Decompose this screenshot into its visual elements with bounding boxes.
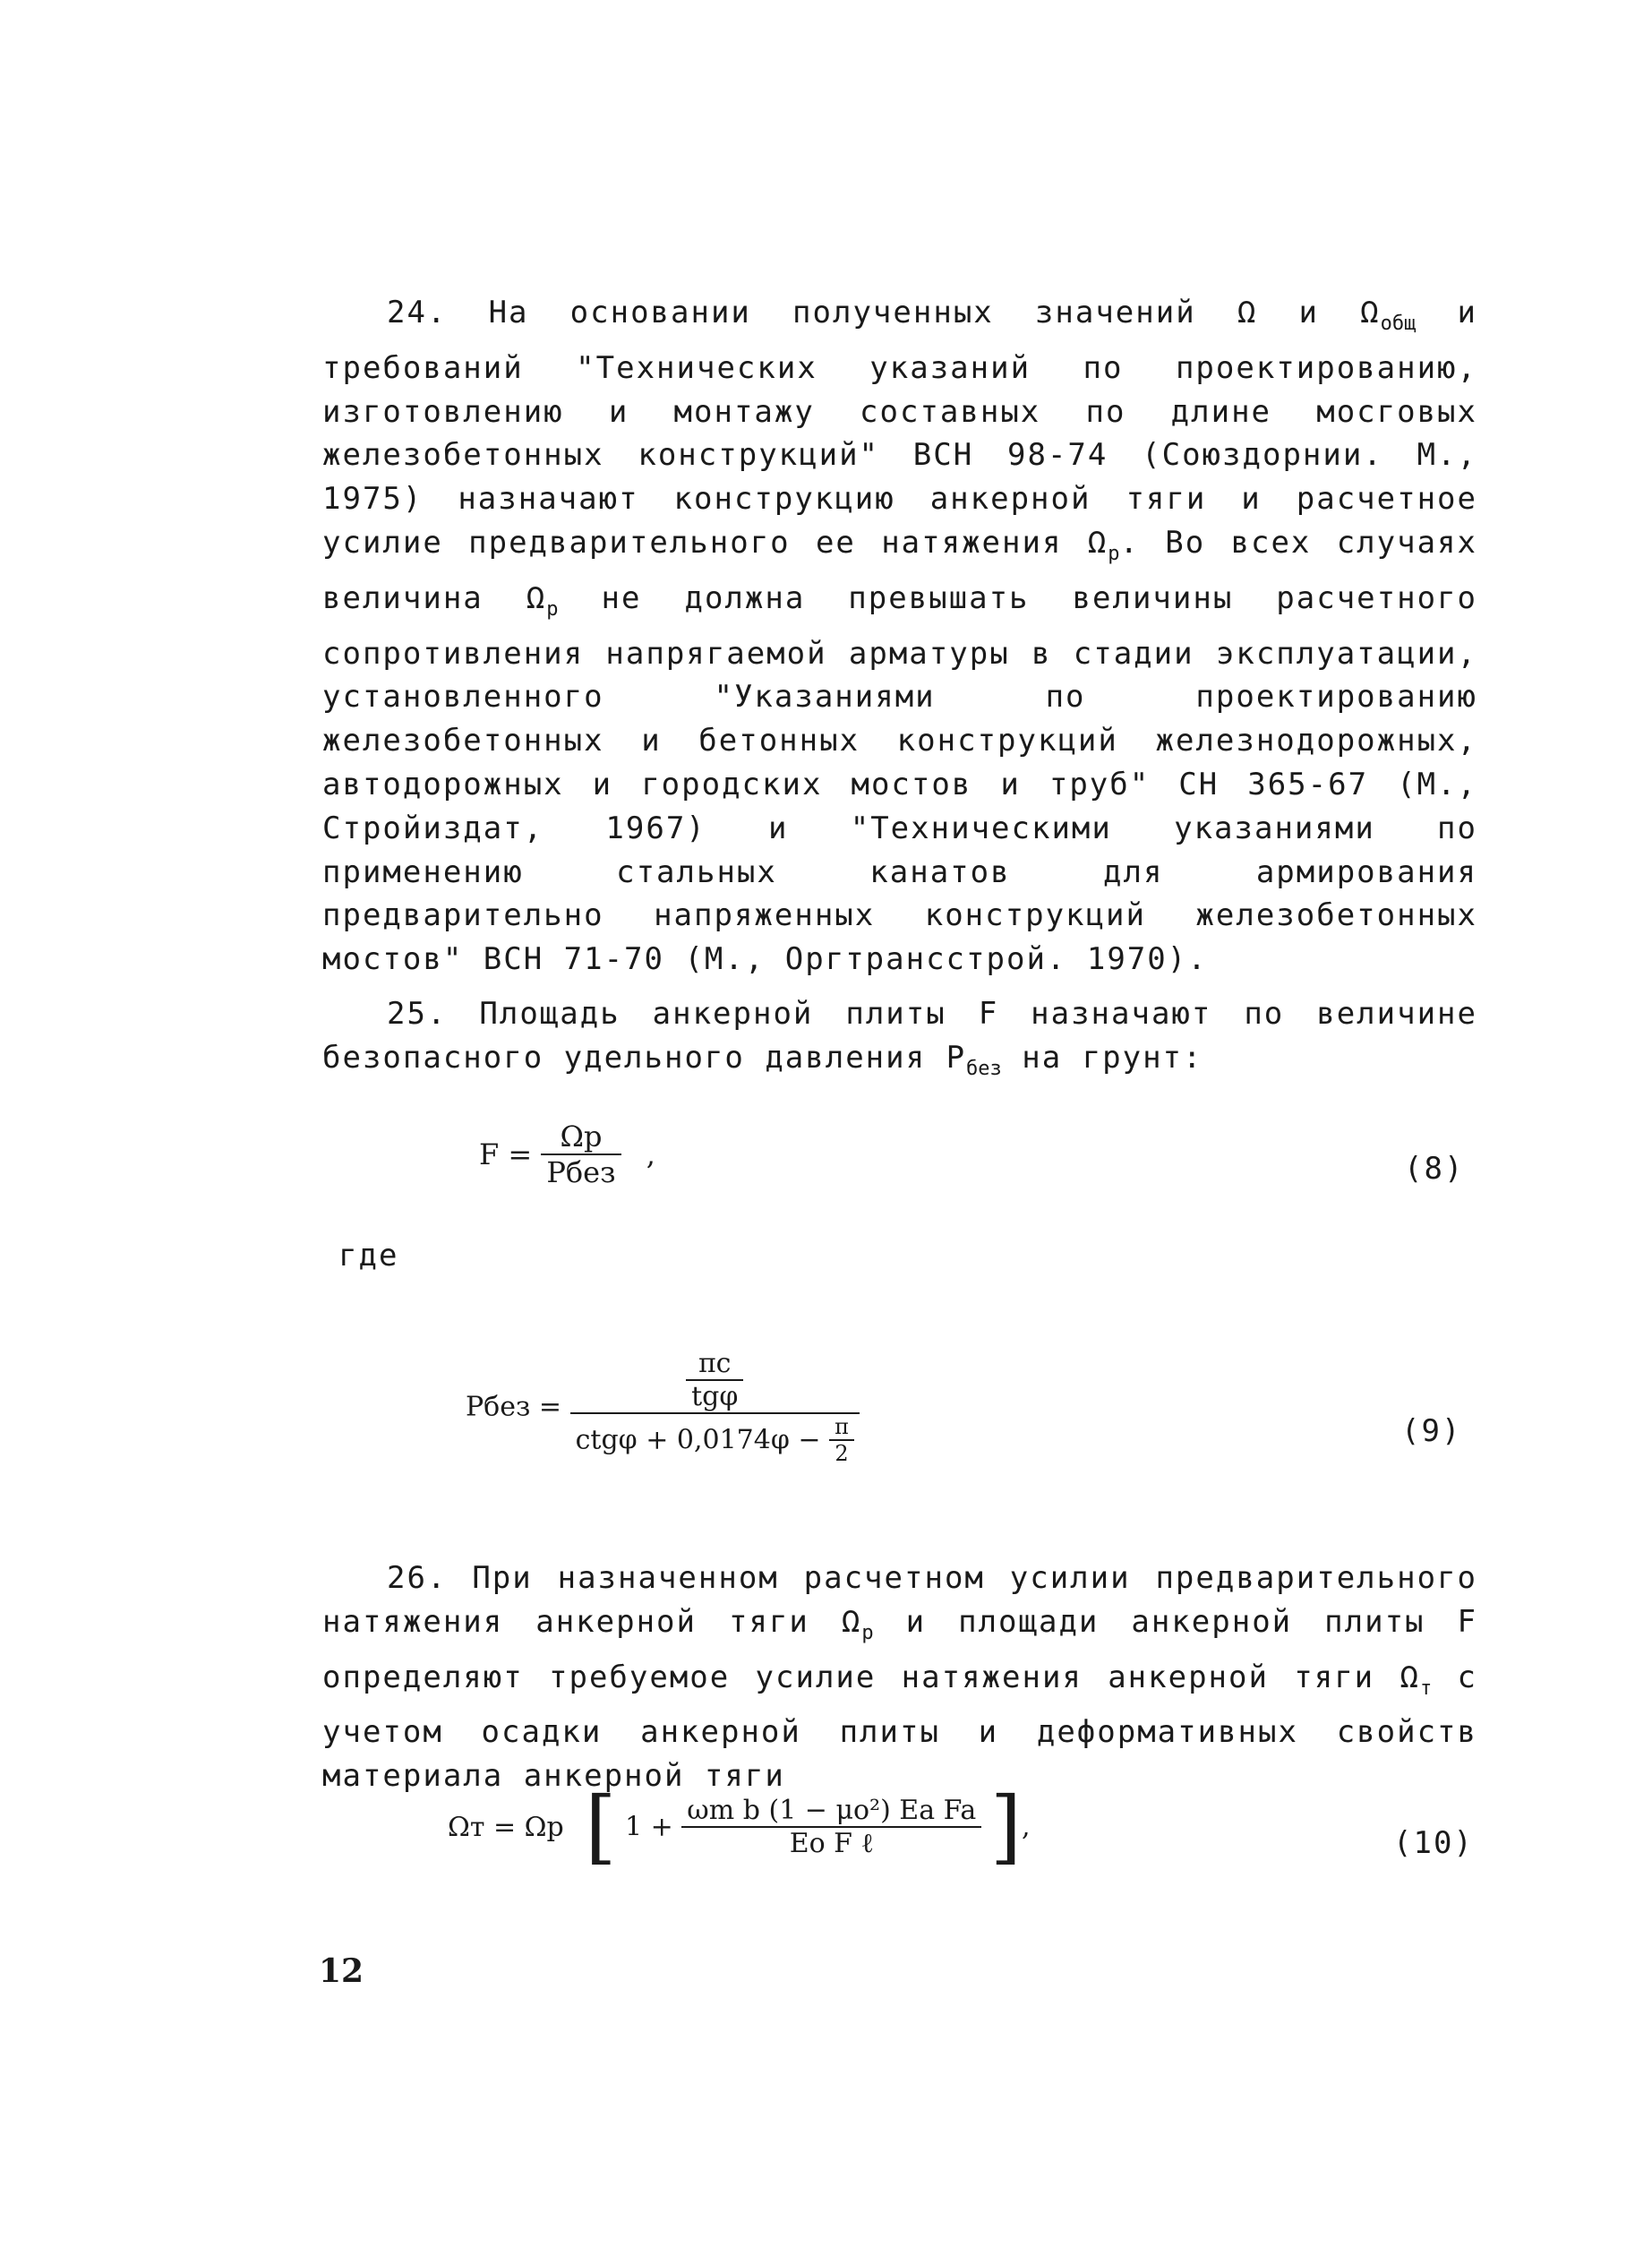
paragraph-25-text-a: Площадь анкерной плиты bbox=[479, 996, 979, 1032]
paragraph-26-number: 26. bbox=[387, 1560, 448, 1596]
paragraph-26-text-d: с учетом осадки анкерной плиты и деформативных свойств материала анкерной тяги bbox=[322, 1659, 1477, 1795]
formula-9-denominator bbox=[570, 1414, 860, 1466]
formula-10-close-bracket: ] bbox=[989, 1780, 1022, 1874]
paragraph-25-text-b: назначают по величине безопасного удельного давления bbox=[322, 996, 1477, 1076]
formula-10-denominator: Eo F ℓ bbox=[789, 1828, 874, 1859]
paragraph-24-number: 24. bbox=[387, 295, 448, 330]
paragraph-24-text-e: не должна превышать величины расчетного сопротивления напрягаемой арматуры в стадии эксплуатации, установленного "Указаниями по проектированию железобетонных и бетонных конструкций железнодорожных, автодорожных и городских мостов и труб" СН 365-67 (М., Стройиздат, 1967) и "Техническими указаниями по применению стальных канатов для армирования предварительно напряженных конструкций железобетонных мостов" ВСН 71-70 (М., Оргтрансстрой. 1970). bbox=[322, 579, 1477, 978]
omega-symbol: Ω bbox=[1399, 1659, 1420, 1695]
F-symbol: F bbox=[978, 996, 999, 1032]
formula-8-numerator: Ωр bbox=[541, 1119, 621, 1155]
paragraph-24-text-c: и требований "Технических указаний по проектированию, изготовлению и монтажу составных по длине мосговых железобетонных конструкций" ВСН 98-74 (Союздорнии. М., 1975) назначают конструкцию анкерной тяги и расчетное усилие предварительного ее натяжения bbox=[322, 295, 1477, 561]
omega-symbol: Ω bbox=[1237, 295, 1258, 330]
P-symbol: P bbox=[946, 1039, 967, 1076]
formula-10-open-bracket: [ bbox=[585, 1780, 617, 1874]
equation-number-9: (9) bbox=[1401, 1413, 1462, 1449]
formula-8-lhs: F = bbox=[479, 1137, 533, 1171]
formula-8-fraction bbox=[541, 1119, 621, 1189]
paragraph-24-text-d: . Во всех случаях величина bbox=[322, 524, 1477, 616]
subscript-p: р bbox=[546, 597, 559, 621]
formula-9-denominator-terms: ctgφ + 0,0174φ − bbox=[575, 1424, 821, 1456]
formula-9-two: 2 bbox=[835, 1441, 849, 1466]
paragraph-24-text-a: На основании полученных значений bbox=[488, 295, 1237, 330]
paragraph-26 bbox=[322, 1557, 1477, 1798]
subscript-p: р bbox=[861, 1621, 874, 1644]
omega-symbol: Ω bbox=[841, 1603, 862, 1640]
formula-9-lhs: Pбез = bbox=[466, 1391, 562, 1423]
paragraph-26-text-c: определяют требуемое усилие натяжения анкерной тяги bbox=[322, 1659, 1400, 1695]
subscript-t: т bbox=[1419, 1677, 1433, 1700]
paragraph-24 bbox=[322, 291, 1477, 982]
subscript-obsh: общ bbox=[1380, 313, 1417, 335]
formula-10-lhs: Ωт = Ωр bbox=[448, 1811, 564, 1843]
omega-symbol: Ω bbox=[1087, 524, 1108, 561]
formula-9-pi-half bbox=[829, 1414, 854, 1466]
formula-10 bbox=[448, 1780, 1031, 1874]
formula-10-comma: , bbox=[1021, 1811, 1031, 1843]
formula-8-denominator: Pбез bbox=[546, 1155, 616, 1189]
omega-symbol: Ω bbox=[526, 579, 547, 616]
paragraph-25-number: 25. bbox=[387, 996, 448, 1032]
page-number: 12 bbox=[319, 1952, 364, 1990]
equation-number-10: (10) bbox=[1393, 1825, 1474, 1861]
formula-10-fraction bbox=[681, 1795, 981, 1859]
formula-8-comma: , bbox=[646, 1137, 655, 1171]
where-label: где bbox=[338, 1238, 399, 1274]
paragraph-25 bbox=[322, 992, 1477, 1092]
omega-symbol: Ω bbox=[1360, 295, 1381, 330]
paragraph-26-text-b: и площади анкерной плиты bbox=[873, 1603, 1458, 1640]
formula-9-inner-denominator: tgφ bbox=[691, 1381, 739, 1412]
paragraph-24-text-b: и bbox=[1257, 295, 1361, 330]
subscript-bez: без bbox=[966, 1057, 1002, 1080]
paragraph-25-text-c: на грунт: bbox=[1001, 1039, 1203, 1076]
formula-10-numerator: ωm b (1 − μo²) Ea Fa bbox=[681, 1795, 981, 1828]
paragraph-26-text-a: При назначенном расчетном усилии предварительного натяжения анкерной тяги bbox=[322, 1560, 1477, 1640]
F-symbol: F bbox=[1457, 1603, 1477, 1640]
formula-9-pi: π bbox=[829, 1414, 854, 1441]
formula-9 bbox=[466, 1348, 860, 1466]
formula-9-fraction bbox=[570, 1348, 860, 1466]
formula-9-inner-numerator: πc bbox=[686, 1348, 743, 1381]
formula-8 bbox=[479, 1119, 655, 1189]
formula-10-one-plus: 1 + bbox=[624, 1811, 673, 1843]
subscript-p: р bbox=[1108, 542, 1120, 565]
formula-9-numerator bbox=[570, 1348, 860, 1414]
equation-number-8: (8) bbox=[1404, 1151, 1465, 1187]
formula-9-inner-fraction bbox=[686, 1348, 743, 1412]
